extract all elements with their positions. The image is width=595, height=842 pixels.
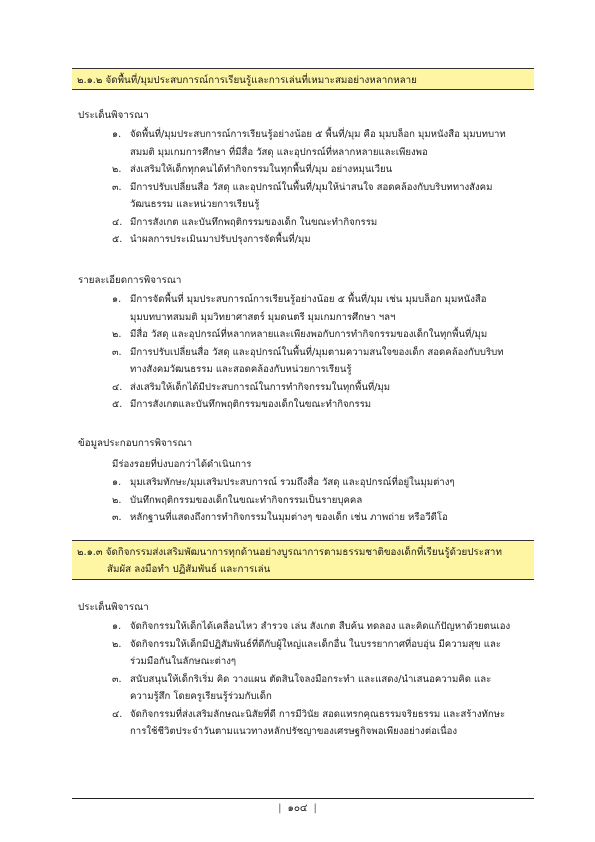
list-item-text: จัดกิจกรรมที่ส่งเสริมลักษณะนิสัยที่ดี การมีวินัย สอดแทรกคุณธรรมจริยธรรม และสร้างทักษะ: [130, 708, 506, 720]
list-item-number: ๓.: [112, 673, 122, 685]
page-number-text: ๑๐๔: [287, 803, 308, 814]
list-item-number: ๕.: [112, 234, 123, 245]
info-intro: มีร่องรอยที่บ่งบอกว่าได้ดำเนินการ: [112, 459, 252, 470]
list-item-text: มีการสังเกต และบันทึกพฤติกรรมของเด็ก ในขณะทำกิจกรรม: [130, 216, 378, 228]
list-item-number: ๑.: [112, 294, 122, 305]
list-item-text: มีการปรับเปลี่ยนสื่อ วัสดุ และอุปกรณ์ในพื้นที่/มุมตามความสนใจของเด็ก สอดคล้องกับบริบท: [130, 346, 504, 358]
list-item-text: หลักฐานที่แสดงถึงการทำกิจกรรมในมุมต่างๆ ของเด็ก เช่น ภาพถ่าย หรือวีดีโอ: [130, 512, 448, 523]
list-item-text: จัดกิจกรรมให้เด็กได้เคลื่อนไหว สำรวจ เล่น สังเกต สืบค้น ทดลอง และคิดแก้ปัญหาด้วยตนเอง: [130, 621, 511, 632]
list-item-number: ๔.: [112, 381, 123, 393]
separator: |: [278, 803, 282, 814]
list-item-number: ๑.: [112, 477, 122, 488]
list-item-number: ๓.: [112, 346, 122, 358]
separator: |: [313, 803, 317, 814]
footer-rule: [72, 798, 534, 799]
list-item-number: ๔.: [112, 708, 123, 720]
detail-heading: รายละเอียดการพิจารณา: [78, 275, 182, 286]
list-item-number: ๓.: [112, 181, 122, 193]
list-item-number: ๕.: [112, 399, 123, 410]
consider-heading: ประเด็นพิจารณา: [78, 110, 149, 121]
consider-heading-2: ประเด็นพิจารณา: [78, 602, 149, 613]
list-item-text: ส่งเสริมให้เด็กทุกคนได้ทำกิจกรรมในทุกพื้นที่/มุม อย่างหมุนเวียน: [130, 164, 393, 175]
list-item-text: ทางสังคมวัฒนธรรม และสอดคล้องกับหน่วยการเรียนรู้: [130, 364, 352, 375]
list-item-number: ๒.: [112, 638, 122, 650]
list-item-text: การใช้ชีวิตประจำวันตามแนวทางหลักปรัชญาของเศรษฐกิจพอเพียงอย่างต่อเนื่อง: [130, 726, 458, 737]
info-heading: ข้อมูลประกอบการพิจารณา: [78, 438, 193, 449]
list-item-text: มุมเสริมทักษะ/มุมเสริมประสบการณ์ รวมถึงสื่อ วัสดุ และอุปกรณ์ที่อยู่ในมุมต่างๆ: [130, 477, 455, 488]
list-item-number: ๑.: [112, 129, 122, 140]
section-title-line-1: ๒.๑.๓ จัดกิจกรรมส่งเสริมพัฒนาการทุกด้านอย่างบูรณาการตามธรรมชาติของเด็กที่เรียนรู้ด้วยประสาท: [77, 547, 502, 558]
section-heading-2-1-3: [72, 540, 534, 580]
list-item-text: มีการสังเกตและบันทึกพฤติกรรมของเด็กในขณะทำกิจกรรม: [130, 399, 372, 410]
list-item-text: วัฒนธรรม และหน่วยการเรียนรู้: [130, 199, 260, 210]
section-heading-2-1-2: [72, 68, 534, 90]
list-item-text: สนับสนุนให้เด็กริเริ่ม คิด วางแผน ตัดสินใจลงมือกระทำ และแสดง/นำเสนอความคิด และ: [130, 673, 492, 685]
section-title: ๒.๑.๒ จัดพื้นที่/มุมประสบการณ์การเรียนรู้และการเล่นที่เหมาะสมอย่างหลากหลาย: [77, 75, 417, 86]
list-item-text: มุมบทบาทสมมติ มุมวิทยาศาสตร์ มุมดนตรี มุมเกมการศึกษา ฯลฯ: [130, 311, 396, 323]
list-item-text: จัดพื้นที่/มุมประสบการณ์การเรียนรู้อย่างน้อย ๕ พื้นที่/มุม คือ มุมบล็อก มุมหนังสือ มุมบทบาท: [130, 129, 506, 140]
list-item-number: ๒.: [112, 494, 122, 506]
list-item-text: มีการจัดพื้นที่ มุมประสบการณ์การเรียนรู้อย่างน้อย ๕ พื้นที่/มุม เช่น มุมบล็อก มุมหนังสือ: [130, 294, 487, 305]
list-item-number: ๒.: [112, 329, 122, 340]
list-item-text: มีการปรับเปลี่ยนสื่อ วัสดุ และอุปกรณ์ในพื้นที่/มุมให้น่าสนใจ สอดคล้องกับบริบททางสังคม: [130, 181, 493, 193]
page-number: [0, 801, 595, 816]
list-item-text: ส่งเสริมให้เด็กได้มีประสบการณ์ในการทำกิจกรรมในทุกพื้นที่/มุม: [130, 381, 391, 393]
list-item-text: มีสื่อ วัสดุ และอุปกรณ์ที่หลากหลายและเพียงพอกับการทำกิจกรรมของเด็กในทุกพื้นที่/มุม: [130, 329, 488, 340]
list-item-text: สมมติ มุมเกมการศึกษา ที่มีสื่อ วัสดุ และอุปกรณ์ที่หลากหลายและเพียงพอ: [130, 146, 428, 158]
section-title-line-2: สัมผัส ลงมือทำ ปฏิสัมพันธ์ และการเล่น: [107, 564, 271, 575]
list-item-number: ๑.: [112, 621, 122, 632]
list-item-text: ร่วมมือกันในลักษณะต่างๆ: [130, 656, 237, 667]
list-item-text: บันทึกพฤติกรรมของเด็กในขณะทำกิจกรรมเป็นรายบุคคล: [130, 494, 363, 506]
list-item-number: ๔.: [112, 216, 123, 228]
list-item-text: จัดกิจกรรมให้เด็กมีปฏิสัมพันธ์ที่ดีกับผู้ใหญ่และเด็กอื่น ในบรรยากาศที่อบอุ่น มีความสุข และ: [130, 638, 501, 650]
list-item-text: นำผลการประเมินมาปรับปรุงการจัดพื้นที่/มุม: [130, 234, 311, 245]
list-item-text: ความรู้สึก โดยครูเรียนรู้ร่วมกับเด็ก: [130, 691, 272, 702]
list-item-number: ๓.: [112, 512, 122, 523]
list-item-number: ๒.: [112, 164, 122, 175]
